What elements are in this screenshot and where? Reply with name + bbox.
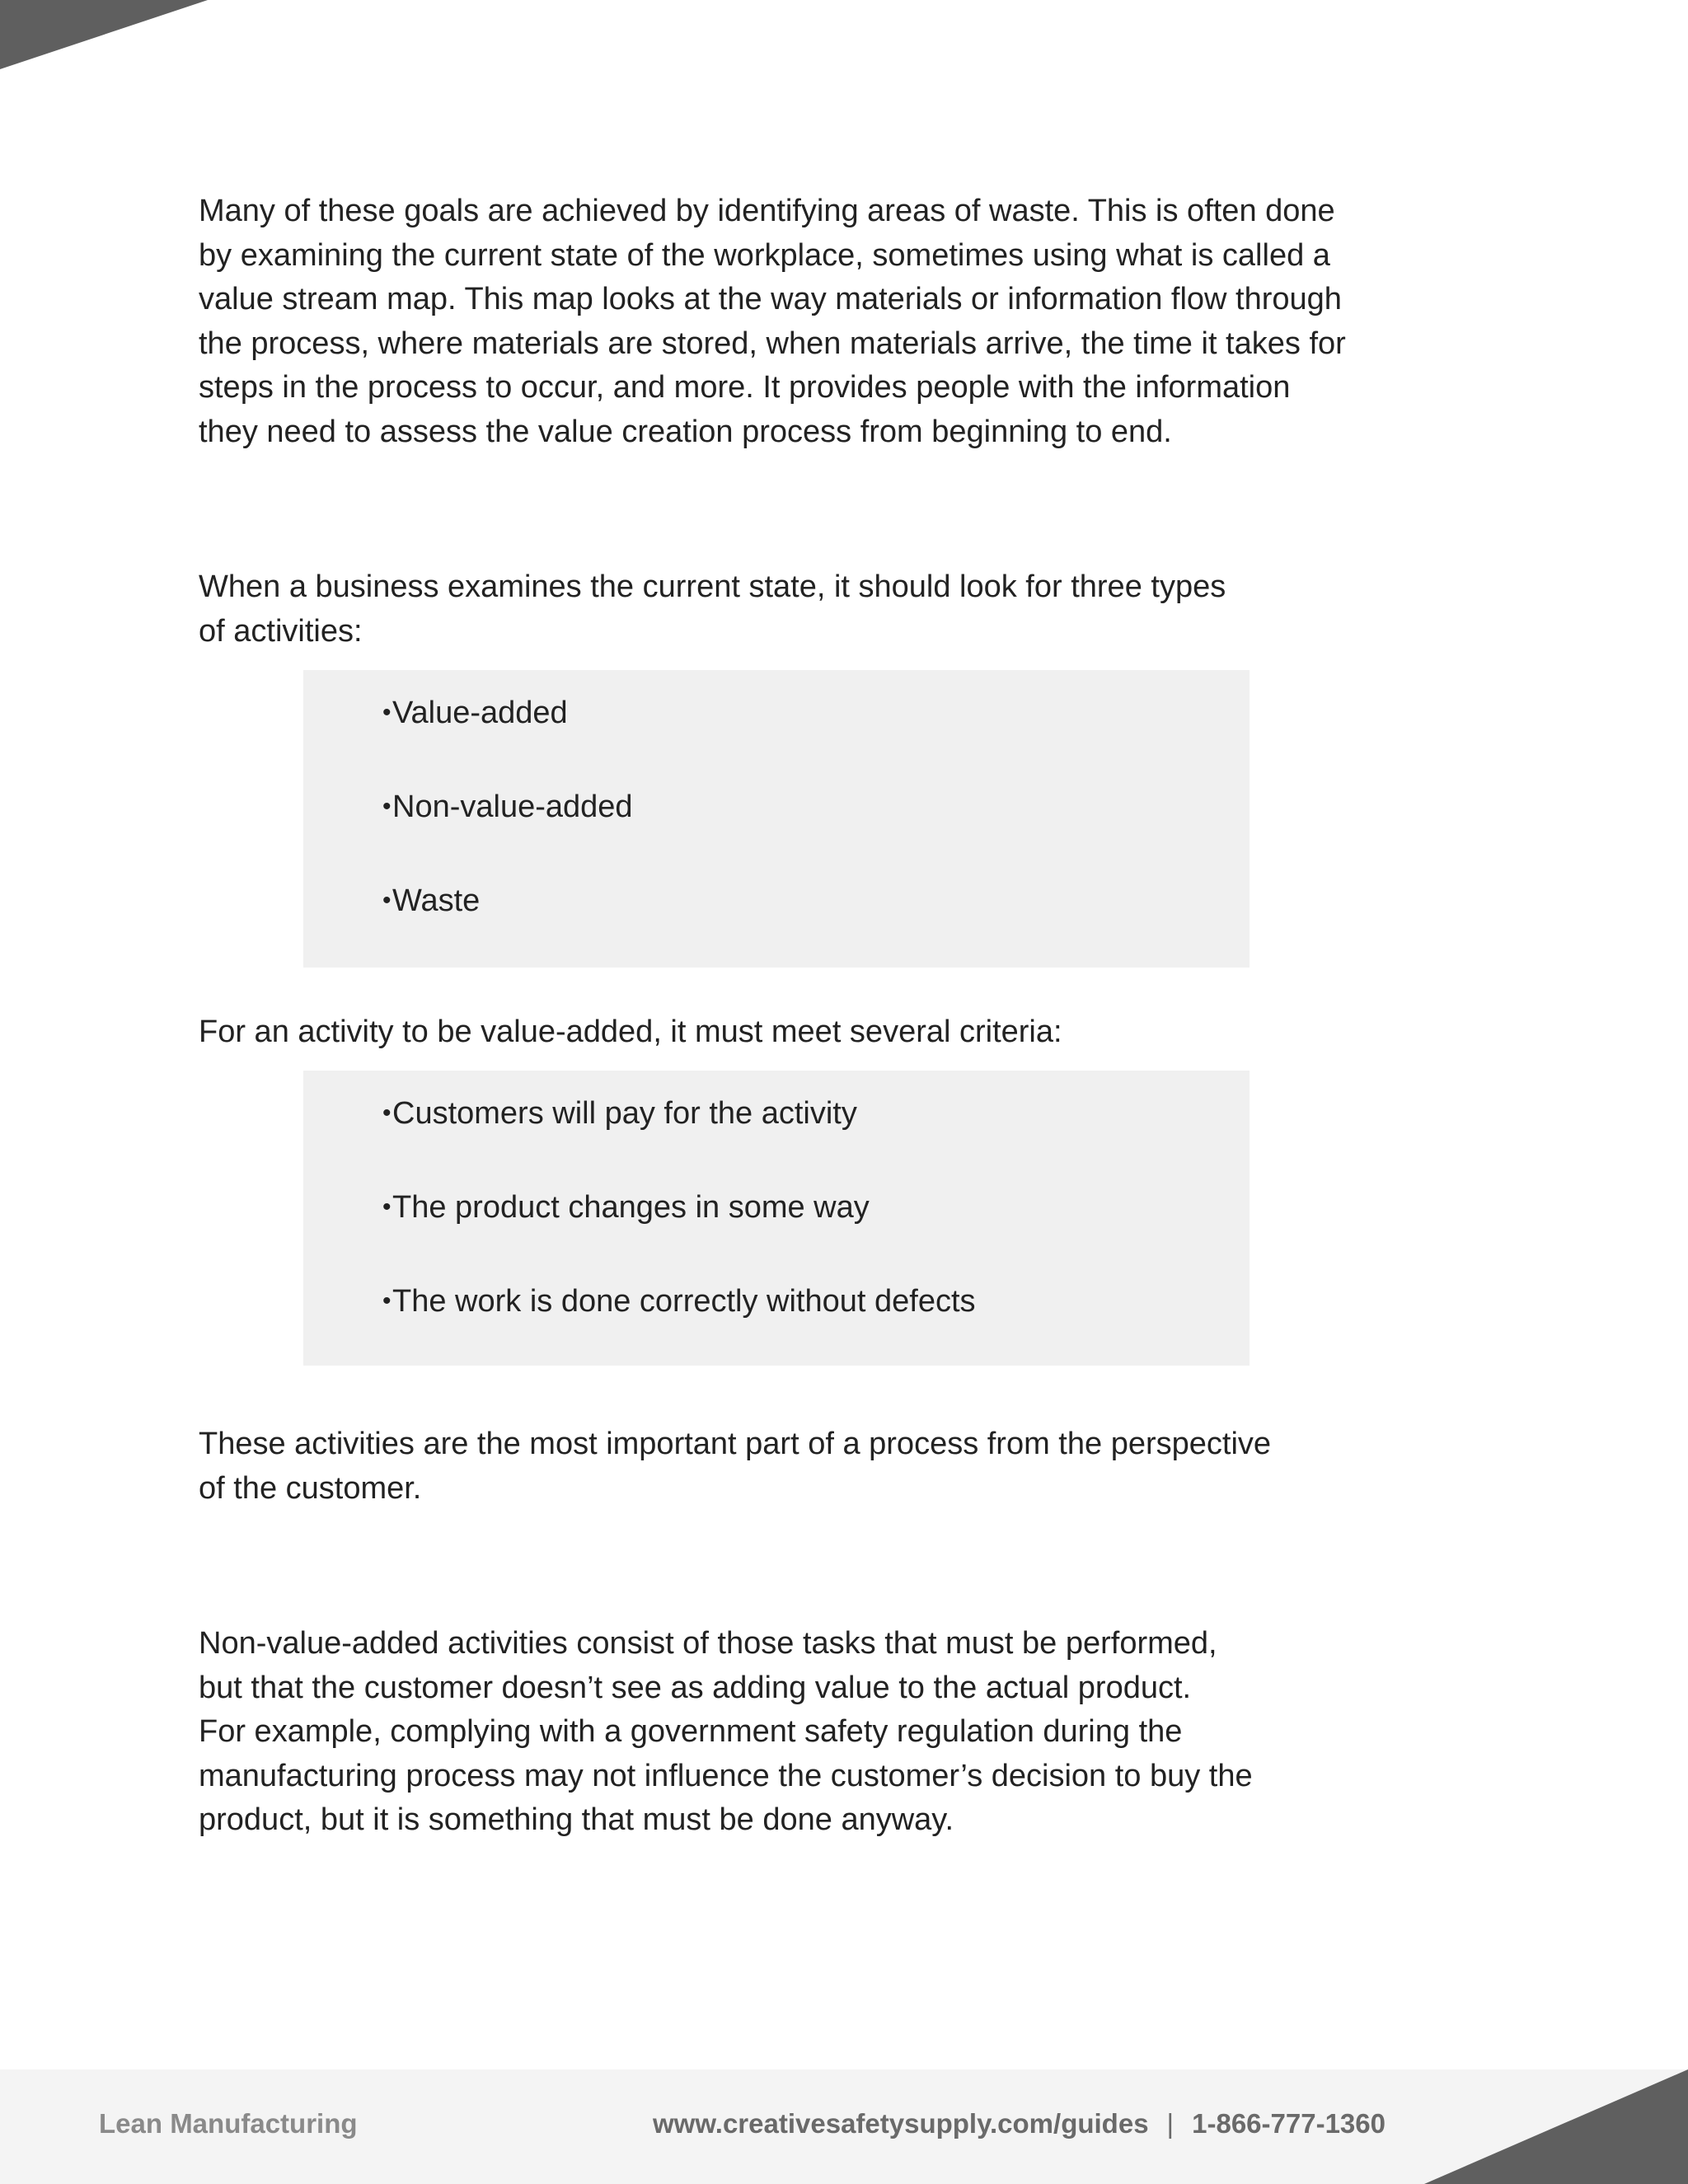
bottom-corner-decoration xyxy=(1424,2069,1688,2184)
list-item xyxy=(382,1093,857,1134)
footer-contact xyxy=(653,2107,1386,2140)
list-item xyxy=(382,786,633,827)
list-item xyxy=(382,692,568,733)
bullet-icon: • xyxy=(382,1287,392,1315)
list-item-label: Non-value-added xyxy=(392,790,633,824)
list-item-label: The product changes in some way xyxy=(392,1190,870,1225)
criteria-box xyxy=(303,1071,1250,1366)
footer-phone: 1-866-777-1360 xyxy=(1192,2108,1386,2139)
bullet-icon: • xyxy=(382,793,392,820)
list-item xyxy=(382,1281,976,1322)
page-footer xyxy=(0,2069,1688,2184)
footer-separator: | xyxy=(1166,2108,1175,2139)
list-item xyxy=(382,1187,870,1228)
bullet-icon: • xyxy=(382,699,392,726)
bullet-icon: • xyxy=(382,887,392,914)
importance-paragraph: These activities are the most important part of a process from the perspective of the customer. xyxy=(199,1427,1272,1506)
footer-title: Lean Manufacturing xyxy=(99,2108,358,2139)
criteria-paragraph: For an activity to be value-added, it must meet several criteria: xyxy=(199,1015,1062,1049)
list-item-label: The work is done correctly without defects xyxy=(392,1284,976,1319)
list-item-label: Waste xyxy=(392,883,481,918)
list-item-label: Value-added xyxy=(392,696,568,730)
list-item xyxy=(382,880,480,921)
top-corner-decoration xyxy=(0,0,214,74)
bullet-icon: • xyxy=(382,1193,392,1221)
current-state-paragraph: When a business examines the current state, it should look for three types of activities: xyxy=(199,569,1226,649)
bullet-icon: • xyxy=(382,1099,392,1127)
non-value-added-paragraph: Non-value-added activities consist of those tasks that must be performed, but that the customer doesn’t see as adding value to the actual product. For example, complying with a government safety regulation during the manufacturing process may not influence the customer’s decision to buy the product, but it is something that must be done anyway. xyxy=(199,1626,1253,1837)
intro-paragraph: Many of these goals are achieved by identifying areas of waste. This is often done by examining the current state of the workplace, sometimes using what is called a value stream map. This map looks at the way materials or information flow through the process, where materials are stored, when materials arrive, the time it takes for steps in the process to occur, and more. It provides people with the information they need to assess the value creation process from beginning to end. xyxy=(199,194,1346,449)
list-item-label: Customers will pay for the activity xyxy=(392,1096,857,1131)
activity-types-box xyxy=(303,670,1250,968)
footer-url: www.creativesafetysupply.com/guides xyxy=(653,2108,1149,2139)
